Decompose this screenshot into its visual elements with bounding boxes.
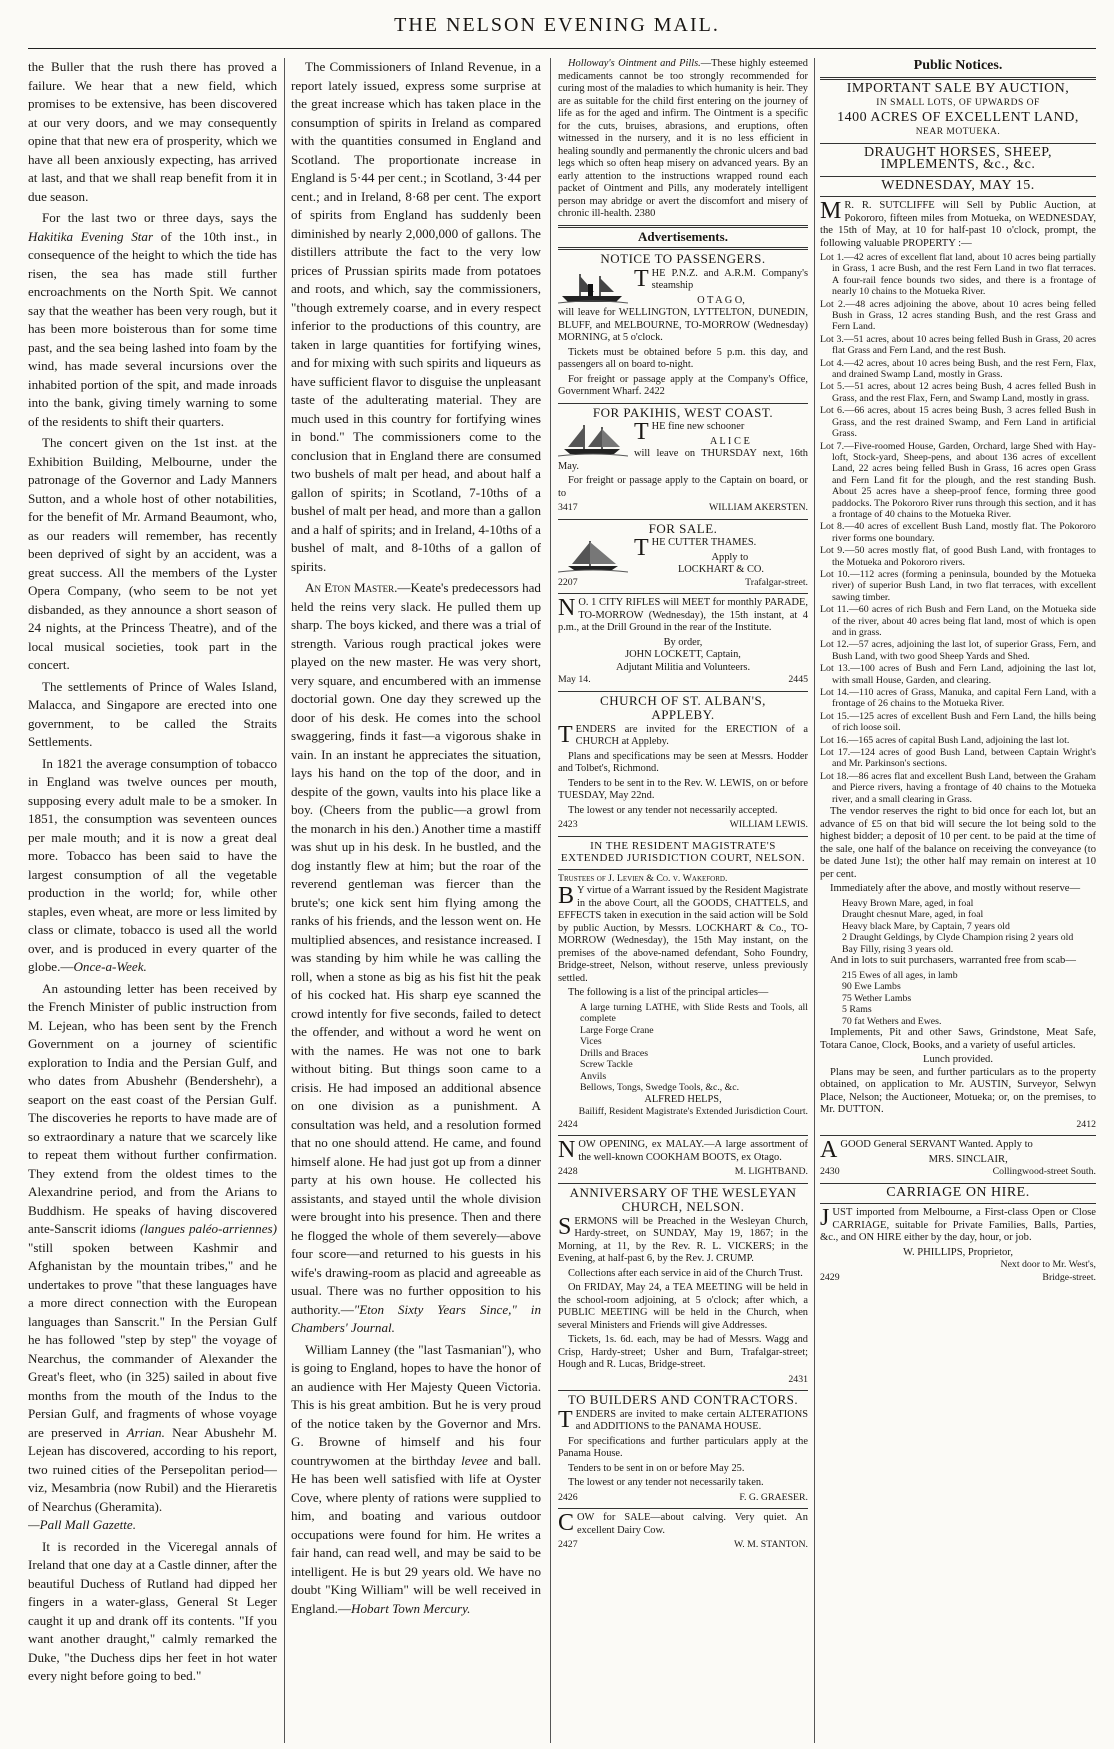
divider: [558, 1183, 808, 1184]
lot-item: Lot 9.—50 acres mostly flat, of good Bush Land, with frontages to the Motueka and Pokororo rivers.: [820, 545, 1096, 568]
column-2: [291, 58, 541, 1738]
divider: [558, 836, 808, 837]
column-divider: [550, 58, 551, 1743]
paragraph: An astounding letter has been received by the French Minister of public instruction from M. Lejean, who has been sent by the French Government on a journey of scientific exploration to India and the Persian Gulf, and who dates from Abushehr (Bendershehr), a seaport on the east coast of the Persian Gulf. The discoveries he reports to have made are of so extraordinary a nature that we scarcely like to repeat them without further confirmation. They extend from the oldest times to the Alexandrine period, and from the Arians to Buddhism. He speaks of having discovered ante-Sanscrit idioms (langues paléo-arriennes) "still spoken between Kashmir and Afghanistan by the mountain tribes," and he undertakes to prove "that these languages have a more direct connection with the European languages than Sanscrit." In the Persian Gulf he has followed "step by step" the voyage of Nearchus, the commander of Alexander the Great's fleet, who (in 325) sailed in about five months from the mouth of the Indus to the Persian Gulf, and fragments of whose voyage are preserved in Arrian. Near Abushehr M. Lejean has discovered, according to his report, two ruined cities of the Persepolitan period—viz, Mesambria (now Rubil) and the Hieraretis of Nearchus (Gheramita). —Pall Mall Gazette.: [28, 980, 277, 1532]
lot-item: Lot 3.—51 acres, about 10 acres being felled Bush in Grass, 20 acres flat Grass and Fern Land, and the rest Bush.: [820, 333, 1096, 357]
lot-list: [820, 252, 1096, 805]
ad-wesleyan: ANNIVERSARY OF THE WESLEYAN CHURCH, NELSON. SERMONS will be Preached in the Wesleyan Church, Hardy-street, on SUNDAY, May 19, 1867; in the Morning, at 11, by the Rev. R. L. VICKERS; in the Evening, at half-past 6, by the Rev. J. CRUMP. Collections after each service in aid of the Church Trust. On FRIDAY, May 24, a TEA MEETING will be held in the school-room adjoining, at 5 o'clock; after which, a PUBLIC MEETING will be held in the Church, when several Ministers and Friends will give Addresses. Tickets, 1s. 6d. each, may be had of Messrs. Wagg and Crisp, Hardy-street; Usher and Burn, Trafalgar-street; Hough and R. Lucas, Bridge-street. 2431: [558, 1184, 808, 1385]
divider: [558, 1508, 808, 1509]
lot-item: Lot 18.—86 acres flat and excellent Bush Land, between the Graham and Pierce rivers, having a frontage of 40 chains to the Motueka river, and a small clearing in Grass.: [820, 770, 1096, 805]
ad-title: CHURCH OF ST. ALBAN'S,: [600, 692, 766, 708]
lot-item: Lot 7.—Five-roomed House, Garden, Orchard, large Shed with Hay-loft, Stock-yard, Sheep-pens, and about 136 acres of excellent Land, 22 acres being felled Bush in Grass, 16 acres open Grass and Fern Land fit for the plough, and the rest standing Bush. About 25 acres have a sheep-proof fence, forming three good paddocks. The Pokororo River runs through this section, and it has a frontage of 40 chains to the Motueka River.: [820, 440, 1096, 520]
column-3: [558, 58, 808, 1743]
paragraph: The concert given on the 1st inst. at the Exhibition Building, Melbourne, under the patronage of the Governor and Lady Manners Sutton, and a whole host of other notabilities, for the benefit of Mr. Armand Beaumont, who, as our readers will remember, has recently been deprived of sight by an accident, was a great success. All the members of the Lyster Opera Company, (who seem to be not yet disbanded, as they announce a short season of 24 nights, at the Princess Theatre), and of the local musical societies, took part in the concert.: [28, 435, 277, 672]
paragraph: The settlements of Prince of Wales Island, Malacca, and Singapore are erected into one government, to be called the Straits Settlements.: [28, 678, 277, 749]
divider: [820, 1135, 1096, 1136]
column-divider: [814, 58, 815, 1743]
ad-st-albans: CHURCH OF ST. ALBAN'S, APPLEBY. TENDERS are invited for the ERECTION of a CHURCH at Appleby. Plans and specifications may be seen at Messrs. Hodder and Tolbet's, Richmond. Tenders to be sent in to the Rev. W. LEWIS, on or before TUESDAY, May 22nd. The lowest or any tender not necessarily accepted. 2423 WILLIAM LEWIS.: [558, 692, 808, 830]
paragraph: It is recorded in the Viceregal annals of Ireland that one day at a Castle dinner, after the beautiful Duchess of Rutland had dipped her fingers in a water-glass, General St Leger caught it up and drank off its contents. "If you want another draught," calmly remarked the Duke, "the Duchess dips her feet in hot water every night before going to bed.": [28, 1538, 277, 1683]
divider: [558, 593, 808, 594]
ad-title: FOR SALE.: [648, 520, 718, 536]
divider: [558, 247, 808, 250]
section-heading: Public Notices.: [913, 58, 1003, 73]
steamship-icon: [558, 270, 628, 304]
column-divider: [284, 58, 285, 1743]
ad-servant-wanted: AGOOD General SERVANT Wanted. Apply to MRS. SINCLAIR, 2430 Collingwood-street South.: [820, 1137, 1096, 1178]
lot-item: Lot 2.—48 acres adjoining the above, about 10 acres being felled Bush in Grass, 12 acres standing Bush, and the rest Grass and Fern Land.: [820, 298, 1096, 333]
ad-carriage-hire: CARRIAGE ON HIRE. JUST imported from Melbourne, a First-class Open or Close CARRIAGE, suitable for Private Families, Balls, Parties, &c., and ON HIRE either by the day, hour, or job. W. PHILLIPS, Proprietor, Next door to Mr. West's, 2429 Bridge-street.: [820, 1184, 1096, 1283]
lot-item: Lot 4.—42 acres, about 10 acres being Bush, and the rest Fern, Flax, and drained Swamp Land, mostly in Grass.: [820, 357, 1096, 381]
divider: [558, 519, 808, 520]
divider: [558, 1135, 808, 1136]
ad-pakihis: FOR PAKIHIS, WEST COAST. THE fine new schooner A L I C E will leave on THURSDAY next, 16th May. For freight or passage apply to the Captain on board, or to 3417 WILLIAM AKERSTEN.: [558, 404, 808, 513]
ad-title: CARRIAGE ON HIRE.: [886, 1184, 1030, 1200]
divider: [820, 77, 1096, 80]
lot-item: Lot 17.—124 acres of good Bush Land, between Captain Wright's and Mr. Parkinson's sections.: [820, 747, 1096, 770]
cutter-icon: [558, 539, 628, 573]
paragraph: the Buller that the rush there has proved a failure. We hear that a new field, which promises to be extensive, has been discovered at our very doors, and we may consequently opine that that new era of prosperity, which we have all been anxiously expecting, has arrived at last, and that we shall reap benefit from it in due season.: [28, 59, 277, 204]
masthead-rule: [28, 48, 1096, 49]
masthead: THE NELSON EVENING MAIL.: [394, 14, 720, 36]
lot-item: Lot 16.—165 acres of capital Bush Land, adjoining the last lot.: [820, 734, 1070, 746]
lot-item: Lot 15.—125 acres of excellent Bush and Fern Land, the hills being of rich loose soil.: [820, 710, 1096, 734]
ship-name: O T A G O,: [697, 294, 745, 306]
divider: [558, 225, 808, 228]
paragraph: For the last two or three days, says the Hakitika Evening Star of the 10th inst., in consequence of the height to which the tide has risen, the sea has made still further encroachments on the North Spit. We cannot say that the weather has been very rough, but it has been more boisterous than for some time past, and the sea being lashed into foam by the wind, has made several incursions over the inhabited portion of the spit, and made inroads into the bank, giving timely warning to some of the residents to shift their quarters.: [28, 210, 277, 429]
paragraph: The Commissioners of Inland Revenue, in a report lately issued, express some surprise at the great increase which has taken place in the consumption of spirits in Ireland as compared with the quantities consumed in England and Scotland. The proportionate increase in England is 5·44 per cent.; in Scotland, 3·44 per cent.; and in Ireland, 8·68 per cent. The export of spirits from England has suddenly been diminished by nearly 2,000,000 of gallons. The distillers attribute the fact to the very low prices of Prussian spirits made from potatoes and roots, and which, say the commissioners, "though extremely coarse, and in every respect inferior to the productions of this country, are taken in large quantities for fortifying wines, and for mixing with such spirits and liqueurs as have sufficient flavor to disguise the unpleasant taste of the adulterating material. They are much used in this country for fortifying wines in bond." The commissioners come to the conclusion that in England there are consumed two bushels of malt per head, and about half a gallon of spirits; in Scotland, 7-10ths of a bushel of malt per head, and more than a gallon and a half of spirits; and in Ireland, 4-10ths of a bushel of malt, and 8-10ths of a gallon of spirits.: [291, 59, 541, 574]
ad-title: FOR PAKIHIS, WEST COAST.: [592, 404, 774, 420]
ad-cookham-boots: NOW OPENING, ex MALAY.—A large assortment of the well-known COOKHAM BOOTS, ex Otago. 2428 M. LIGHTBAND.: [558, 1137, 808, 1177]
lot-item: Lot 8.—40 acres of excellent Bush Land, mostly flat. The Pokororo river forms one boundary.: [820, 521, 1096, 544]
paragraph: An Eton Master.—Keate's predecessors had held the reins very slack. He pulled them up sharp. The boys kicked, and there was a trial of strength. Various rough practical jokes were played on the new master. He was very short, very square, and encumbered with an immense doctorial gown. One day they screwed up the door of his desk. He comes into the school swaggering, finds it fast—a vigorous shake in vain. In an instant he appreciates the situation, lays his hand on the top of the door, and in despite of the gown, vaults into his place like a boy. (Cheers from the public—a growl from the monarch in his den.) Another time a mastiff was shut up in his desk. In he bustled, and the dog instantly flew at him; but the roar of the reverend gentleman was fiercer than the brute's; one kick sent him flying among the ranks of his friends, and the lesson went on. He multiplied absences, and resistance increased. I was standing by him while he was calling the roll, when a stone as big as his fist hit the peak of his cocked hat. His sharp eye scanned the crowd intently for five seconds, failed to detect the offender, and without a word he went on with the names. He was not one to bark without biting. But things soon came to a crisis. He had imposed an additional absence on one division as a punishment. A consultation was held, and a resolution formed that no one should attend. He came, and found himself alone. He had just got up from a dinner party at his own house. He collected his assistants, and stayed until the whole division were brought into his presence. Then and there he flogged the whole of them severely—above four score—and returned to his guests in his wife's drawing-room as placid and agreeable as usual. There was no further opposition to his authority.—"Eton Sixty Years Since," in Chambers' Journal.: [291, 580, 541, 1335]
lot-item: Lot 13.—100 acres of Bush and Fern Land, adjoining the last lot, with small House, Garden, and clearing.: [820, 663, 1096, 686]
holloway-notice: Holloway's Ointment and Pills.—These highly esteemed medicaments cannot be too strongly recommended for curing most of the maladies to which humanity is heir. They are as suitable for the child first entering on the journey of life as for the aged and infirm. The Ointment is a specific for the cuts, bruises, abrasions, and eruptions, often witnessed in the nursery, and it is no less efficient in healing soundly and permanently the chronic ulcers and bad legs which so often heap misery on advanced years. By an early attention to the instructions wrapped round each packet of Ointment and Pills, any moderately intelligent person may abridge or avert the discomfort and misery of chronic ill-health. 2380: [558, 58, 808, 219]
schooner-icon: [558, 423, 628, 457]
lot-item: Lot 14.—110 acres of Grass, Manuka, and capital Fern Land, with a frontage of 26 chains to the Motueka River.: [820, 687, 1096, 710]
column-4: [820, 58, 1096, 1743]
divider: [820, 1183, 1096, 1184]
column-1: [28, 58, 277, 1738]
divider: [558, 403, 808, 404]
paragraph: William Lanney (the "last Tasmanian"), who is going to England, hopes to have the honor of an audience with Her Majesty Queen Victoria. This is his great ambition. But he is very proud of the notice taken by the Governor and Mrs. G. Browne of himself and his four countrywomen at the birthday levee and ball. He has been well satisfied with life at Oyster Cove, where plenty of rations were supplied to him, and boating and various outdoor occupations were found for him. He writes a fair hand, can read well, and may be said to be intelligent. He is but 29 years old. We have no doubt "King William" will be well received in England.—Hobart Town Mercury.: [291, 1341, 541, 1616]
lot-item: Lot 1.—42 acres of excellent flat land, about 10 acres being partially in Grass, 1 acre Bush, and the rest Fern Land in two flat terraces. A four-rail fence bounds two sides, and there is a frontage of nearly 10 chains to the Motueka River.: [820, 252, 1096, 298]
ad-for-sale: FOR SALE. THE CUTTER THAMES. Apply to LOCKHART & CO. 2207 Trafalgar-street.: [558, 520, 808, 588]
lot-item: Lot 10.—112 acres (forming a peninsula, bounded by the Motueka river) of superior Bush Land, in two flat terraces, with excellent sawing timber.: [820, 568, 1096, 603]
section-heading: Advertisements.: [638, 228, 728, 244]
ad-cow: COW for SALE—about calving. Very quiet. An excellent Dairy Cow. 2427 W. M. STANTON.: [558, 1510, 808, 1550]
ad-title: IN THE RESIDENT MAGISTRATE'S EXTENDED JURISDICTION COURT, NELSON.: [560, 839, 806, 864]
divider: [558, 1390, 808, 1391]
paragraph: In 1821 the average consumption of tobacco in England was twelve ounces per mouth, supposing every adult male to be a smoker. In 1851, the consumption was seventeen ounces per male mouth; and it is now a great deal more. Tobacco has been said to have the largest consumption of all the vegetable production in the world; for, while other staples, even wheat, are more or less limited by class or climate, tobacco is used all the world over, and is produced in every quarter of the globe.—Once-a-Week.: [28, 755, 277, 974]
ad-city-rifles: N O. 1 CITY RIFLES will MEET for monthly PARADE, TO-MORROW (Wednesday), the 15th instant, at 4 p.m., at the Drill Ground in the rear of the Institute. By order, JOHN LOCKETT, Captain, Adjutant Militia and Volunteers. May 14. 2445: [558, 595, 808, 685]
lot-item: Lot 11.—60 acres of rich Bush and Fern Land, on the Motueka side of the river, about 40 acres being flat land, most of which is open and in grass.: [820, 604, 1096, 638]
lot-item: Lot 12.—57 acres, adjoining the last lot, of superior Grass, Fern, and Bush Land, with two good Sheep Yards and Shed.: [820, 639, 1096, 662]
ad-builders: TO BUILDERS AND CONTRACTORS. TENDERS are invited to make certain ALTERATIONS and ADDITIONS to the PANAMA HOUSE. For specifications and further particulars apply at the Panama House. Tenders to be sent in on or before May 25. The lowest or any tender not necessarily taken. 2426 F. G. GRAESER.: [558, 1392, 808, 1503]
ad-magistrate-court: IN THE RESIDENT MAGISTRATE'S EXTENDED JURISDICTION COURT, NELSON. Trustees of J. Levien & Co. v. Wakeford. B Y virtue of a Warrant issued by the Resident Magistrate in the above Court, all the GOODS, CHATTELS, and EFFECTS taken in execution in the said action will be Sold by public Auction, by Messrs. LOCKHART & Co., TO-MORROW (Wednesday), the 15th May instant, on the premises of the above-named defendant, Soho Foundry, Bridge-street, Nelson, without reserve, unless previously settled. The following is a list of the principal articles— A large turning LATHE, with Slide Rests and Tools, all complete Large Forge Crane Vices Drills and Braces Screw Tackle Anvils Bellows, Tongs, Swedge Tools, &c., &c. ALFRED HELPS, Bailiff, Resident Magistrate's Extended Jurisdiction Court. 2424: [558, 839, 808, 1130]
auction-notice: IMPORTANT SALE BY AUCTION, IN SMALL LOTS, OF UPWARDS OF 1400 ACRES OF EXCELLENT LAND, NEAR MOTUEKA. DRAUGHT HORSES, SHEEP, IMPLEMENTS, &c., &c. WEDNESDAY, MAY 15. M R. R. SUTCLIFFE will Sell by Public Auction, at Pokororo, fifteen miles from Motueka, on WEDNESDAY, the 15th of May, at 10 for half-past 10 o'clock, prompt, the following valuable PROPERTY :— Lot 1.—42 acres of excellent flat land, about 10 acres being partially in Grass, 1 acre Bush, and the rest Fern Land in two flat terraces. A four-rail fence bounds two sides, and there is a frontage of nearly 10 chains to the Motueka River. Lot 2.—48 acres adjoining the above, about 10 acres being felled Bush in Grass, 12 acres standing Bush, and the rest Grass and Fern Land. Lot 3.—51 acres, about 10 acres being felled Bush in Grass, 20 acres flat Grass and Fern Land, and the rest Bush. Lot 4.—42 acres, about 10 acres being Bush, and the rest Fern, Flax, and drained Swamp Land, mostly in Grass. Lot 5.—51 acres, about 12 acres being Bush, 4 acres felled Bush in Grass, and the rest Flax, Fern, and Swamp Land, mostly in grass. Lot 6.—66 acres, about 15 acres being Bush, 3 acres felled Bush in Grass, and the rest drained Swamp, and Fern Land in artificial Grass. Lot 7.—Five-roomed House, Garden, Orchard, large Shed with Hay-loft, Stock-yard, Sheep-pens, and about 136 acres of excellent Land, 22 acres being felled Bush in Grass, 16 acres open Grass and Fern Land fit for the plough, and the rest standing Bush. About 25 acres have a sheep-proof fence, forming three good paddocks. The Pokororo River runs through this section, and it has a frontage of 40 chains to the Motueka River. Lot 8.—40 acres of excellent Bush Land, mostly flat. The Pokororo river forms one boundary. Lot 9.—50 acres mostly flat, of good Bush Land, with frontages to the Motueka and Pokororo rivers. Lot 10.—112 acres (forming a peninsula, bounded by the Motueka river) of superior Bush Land, in two flat terraces, with excellent sawing timber. Lot 11.—60 acres of rich Bush and Fern Land, on the Motueka side of the river, about 40 acres being flat land, most of which is open and in grass. Lot 12.—57 acres, adjoining the last lot, of superior Grass, Fern, and Bush Land, with two good Sheep Yards and Shed. Lot 13.—100 acres of Bush and Fern Land, adjoining the last lot, with small House, Garden, and clearing. Lot 14.—110 acres of Grass, Manuka, and capital Fern Land, with a frontage of 26 chains to the Motueka River. Lot 15.—125 acres of excellent Bush and Fern Land, the hills being of rich loose soil. Lot 16.—165 acres of capital Bush Land, adjoining the last lot. Lot 17.—124 acres of good Bush Land, between Captain Wright's and Mr. Parkinson's sections. Lot 18.—86 acres flat and excellent Bush Land, between the Graham and Pierce rivers, having a frontage of 40 chains to the Motueka river, and a small clearing in Grass. The vendor reserves the right to bid once for each lot, but an advance of £5 on that bid will secure the lot being sold to the highest bidder; a deposit of 10 per cent. to be paid at the time of the sale, one half of the balance on receiving the conveyance (to be dated June 1st); the other half may remain on interest at 10 per cent. Immediately after the above, and mostly without reserve— Heavy Brown Mare, aged, in foal Draught chesnut Mare, aged, in foal Heavy black Mare, by Captain, 7 years old 2 Draught Geldings, by Clyde Champion rising 2 years old Bay Filly, rising 3 years old. And in lots to suit purchasers, warranted free from scab— 215 Ewes of all ages, in lamb 90 Ewe Lambs 75 Wether Lambs 5 Rams 70 fat Wethers and Ewes. Implements, Pit and other Saws, Grindstone, Meat Safe, Totara Canoe, Clock, Books, and a variety of useful articles. Lunch provided. Plans may be seen, and further particulars as to the property obtained, on application to Mr. AUSTIN, Surveyor, Selwyn Place, Nelson; the Auctioneer, Motueka; or, on the premises, to Mr. DUTTON. 2412: [820, 80, 1096, 1130]
ad-title: NOTICE TO PASSENGERS.: [600, 251, 766, 266]
ad-title: ANNIVERSARY OF THE WESLEYAN: [569, 1184, 797, 1200]
ad-title: TO BUILDERS AND CONTRACTORS.: [567, 1392, 799, 1407]
divider: [558, 691, 808, 692]
ad-notice-passengers: NOTICE TO PASSENGERS. THE P.N.Z. and A.R.M. Company's steamship O T A G O, will leave for WELLINGTON, LYTTELTON, DUNEDIN, BLUFF, and MELBOURNE, TO-MORROW (Wednesday) MORNING, at 5 o'clock. Tickets must be obtained before 5 p.m. this day, and passengers all on board to-night. For freight or passage apply at the Company's Office, Government Wharf. 2422: [558, 251, 808, 397]
lot-item: Lot 5.—51 acres, about 12 acres being Bush, 4 acres felled Bush in Grass, and the rest Flax, Fern, and Swamp Land, mostly in grass.: [820, 381, 1096, 404]
lot-item: Lot 6.—66 acres, about 15 acres being Bush, 3 acres felled Bush in Grass, and the rest drained Swamp, and Fern Land in artificial Grass.: [820, 405, 1096, 440]
ship-name: A L I C E: [709, 435, 750, 447]
